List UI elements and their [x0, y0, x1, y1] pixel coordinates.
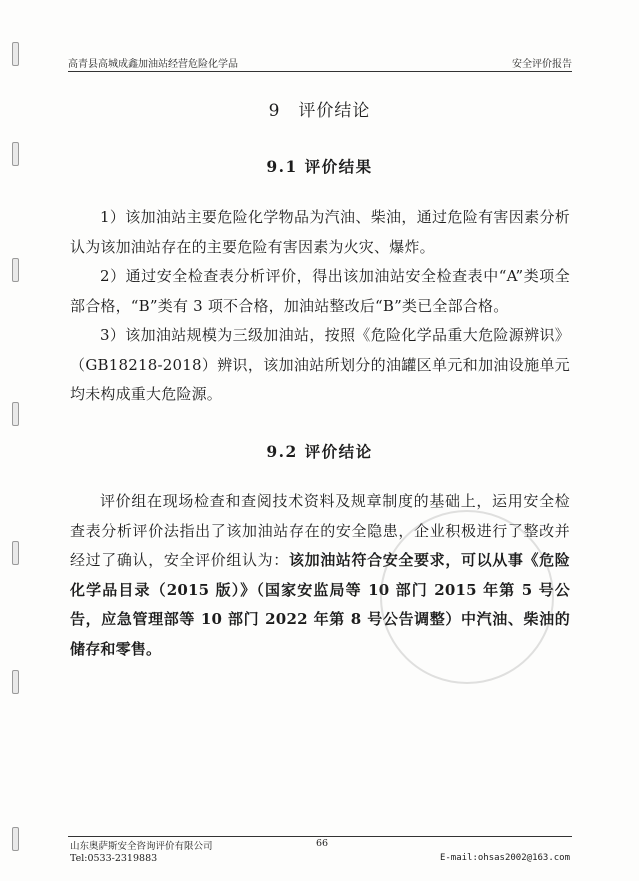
page-header: [68, 55, 572, 70]
conclusion-text: 评价组在现场检查和查阅技术资料及规章制度的基础上，运用安全检查表分析评价法指出了该加油站存在的安全隐患，企业积极进行了整改并经过了确认，安全评价组认为：: [70, 492, 570, 569]
conclusion-verdict: 该加油站符合安全要求，可以从事《危险化学品目录（2015 版）》（国家安监局等 10 部门 2015 年第 5 号公告，应急管理部等 10 部门 2022 年第 8 号公告调整）中汽油、柴油的储存和零售。: [70, 551, 570, 658]
binder-hole-mark: [12, 827, 19, 851]
header-divider: [68, 71, 572, 72]
section-title-results: 9.1 评价结果: [266, 157, 373, 176]
binder-hole-mark: [12, 402, 19, 426]
footer-divider: [68, 836, 572, 837]
results-paragraph-2: 2）通过安全检查表分析评价，得出该加油站安全检查表中“A”类项全部合格，“B”类有 3 项不合格，加油站整改后“B”类已全部合格。: [70, 267, 570, 315]
chapter-title: [0, 96, 639, 121]
binder-hole-mark: [12, 541, 19, 565]
results-paragraph-3: 3）该加油站规模为三级加油站，按照《危险化学品重大危险源辨识》（GB18218-2018）辨识，该加油站所划分的油罐区单元和加油设施单元均未构成重大危险源。: [70, 326, 570, 403]
binder-hole-mark: [12, 670, 19, 694]
header-report-name: 高青县高城成鑫加油站经营危险化学品: [68, 59, 238, 70]
conclusion-paragraph: [70, 487, 570, 664]
section-title-conclusion: 9.2 评价结论: [266, 442, 373, 461]
chapter-title-text: 评价结论: [298, 101, 371, 121]
page-number: 66: [316, 838, 329, 849]
footer-company: 山东奥萨斯安全咨询评价有限公司: [70, 841, 213, 852]
binder-hole-mark: [12, 42, 19, 66]
chapter-number: 9: [268, 101, 281, 121]
footer-email: E-mail:ohsas2002@163.com: [439, 853, 570, 863]
binder-hole-mark: [12, 258, 19, 282]
results-paragraph-1: 1）该加油站主要危险化学物品为汽油、柴油，通过危险有害因素分析认为该加油站存在的主要危险有害因素为火灾、爆炸。: [70, 208, 570, 256]
footer-tel: Tel:0533-2319883: [70, 853, 158, 864]
header-report-type: 安全评价报告: [512, 59, 572, 70]
